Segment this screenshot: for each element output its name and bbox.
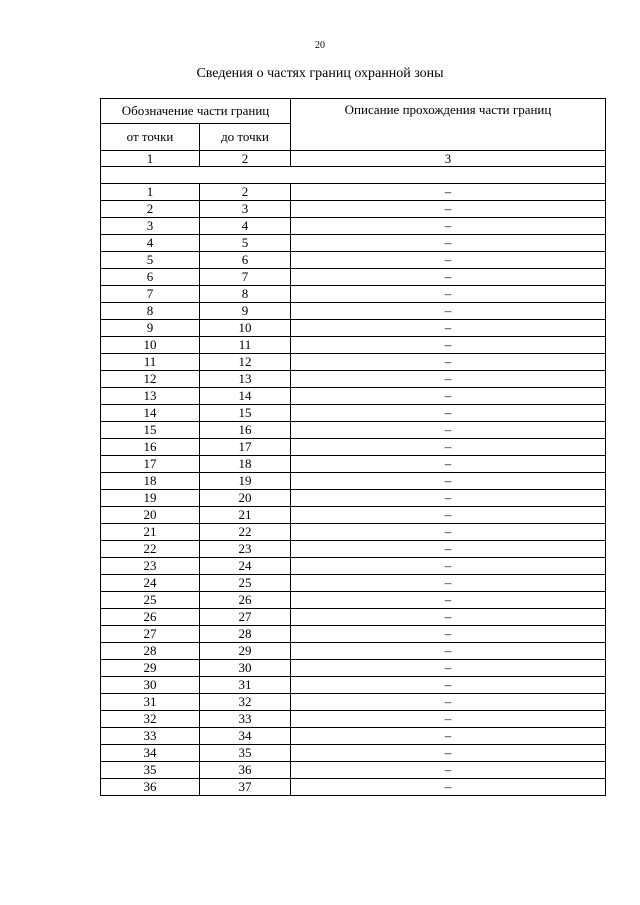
cell-to: 2 xyxy=(200,184,291,201)
cell-from: 30 xyxy=(101,677,200,694)
table-row xyxy=(101,575,606,592)
cell-to: 17 xyxy=(200,439,291,456)
cell-to: 21 xyxy=(200,507,291,524)
table-row xyxy=(101,286,606,303)
cell-desc: – xyxy=(291,626,606,643)
table-row xyxy=(101,405,606,422)
cell-to: 11 xyxy=(200,337,291,354)
cell-to: 19 xyxy=(200,473,291,490)
cell-to: 18 xyxy=(200,456,291,473)
cell-to: 10 xyxy=(200,320,291,337)
cell-desc: – xyxy=(291,575,606,592)
cell-from: 33 xyxy=(101,728,200,745)
cell-to: 15 xyxy=(200,405,291,422)
cell-desc: – xyxy=(291,643,606,660)
cell-desc: – xyxy=(291,660,606,677)
table-row xyxy=(101,558,606,575)
cell-to: 16 xyxy=(200,422,291,439)
table-row xyxy=(101,745,606,762)
cell-to: 32 xyxy=(200,694,291,711)
cell-from: 35 xyxy=(101,762,200,779)
table-row xyxy=(101,184,606,201)
cell-to: 8 xyxy=(200,286,291,303)
cell-to: 29 xyxy=(200,643,291,660)
cell-from: 2 xyxy=(101,201,200,218)
table-row xyxy=(101,269,606,286)
cell-to: 14 xyxy=(200,388,291,405)
cell-desc: – xyxy=(291,473,606,490)
cell-from: 29 xyxy=(101,660,200,677)
cell-desc: – xyxy=(291,439,606,456)
table-row xyxy=(101,371,606,388)
cell-to: 35 xyxy=(200,745,291,762)
cell-from: 5 xyxy=(101,252,200,269)
cell-desc: – xyxy=(291,371,606,388)
cell-to: 5 xyxy=(200,235,291,252)
cell-from: 28 xyxy=(101,643,200,660)
cell-to: 36 xyxy=(200,762,291,779)
cell-desc: – xyxy=(291,677,606,694)
cell-desc: – xyxy=(291,779,606,796)
cell-to: 24 xyxy=(200,558,291,575)
table-row xyxy=(101,626,606,643)
cell-to: 26 xyxy=(200,592,291,609)
cell-desc: – xyxy=(291,507,606,524)
cell-from: 34 xyxy=(101,745,200,762)
cell-to: 27 xyxy=(200,609,291,626)
cell-desc: – xyxy=(291,592,606,609)
cell-from: 11 xyxy=(101,354,200,371)
column-number-1: 1 xyxy=(101,151,200,167)
cell-desc: – xyxy=(291,354,606,371)
cell-from: 3 xyxy=(101,218,200,235)
cell-desc: – xyxy=(291,745,606,762)
cell-desc: – xyxy=(291,201,606,218)
cell-from: 32 xyxy=(101,711,200,728)
cell-from: 17 xyxy=(101,456,200,473)
header-boundary-description: Описание прохождения части границ xyxy=(291,99,606,151)
cell-from: 26 xyxy=(101,609,200,626)
table-row xyxy=(101,507,606,524)
cell-to: 20 xyxy=(200,490,291,507)
table-row xyxy=(101,422,606,439)
spacer-row xyxy=(101,167,606,184)
cell-from: 10 xyxy=(101,337,200,354)
cell-desc: – xyxy=(291,711,606,728)
cell-desc: – xyxy=(291,303,606,320)
table-row xyxy=(101,779,606,796)
cell-from: 23 xyxy=(101,558,200,575)
cell-from: 18 xyxy=(101,473,200,490)
table-row xyxy=(101,609,606,626)
cell-desc: – xyxy=(291,184,606,201)
page-number: 20 xyxy=(315,40,325,51)
cell-from: 13 xyxy=(101,388,200,405)
table-row xyxy=(101,711,606,728)
table-row xyxy=(101,728,606,745)
cell-desc: – xyxy=(291,558,606,575)
cell-desc: – xyxy=(291,252,606,269)
cell-from: 6 xyxy=(101,269,200,286)
table-row xyxy=(101,762,606,779)
cell-desc: – xyxy=(291,524,606,541)
cell-desc: – xyxy=(291,320,606,337)
cell-from: 1 xyxy=(101,184,200,201)
cell-from: 7 xyxy=(101,286,200,303)
table-row xyxy=(101,252,606,269)
table-row xyxy=(101,218,606,235)
cell-to: 33 xyxy=(200,711,291,728)
table-row xyxy=(101,524,606,541)
cell-desc: – xyxy=(291,269,606,286)
cell-to: 30 xyxy=(200,660,291,677)
cell-to: 9 xyxy=(200,303,291,320)
cell-from: 16 xyxy=(101,439,200,456)
cell-from: 4 xyxy=(101,235,200,252)
cell-to: 37 xyxy=(200,779,291,796)
table-body xyxy=(101,167,606,796)
table-row xyxy=(101,388,606,405)
cell-from: 22 xyxy=(101,541,200,558)
cell-from: 36 xyxy=(101,779,200,796)
cell-to: 3 xyxy=(200,201,291,218)
cell-from: 27 xyxy=(101,626,200,643)
table-row xyxy=(101,592,606,609)
cell-to: 12 xyxy=(200,354,291,371)
cell-desc: – xyxy=(291,456,606,473)
cell-to: 23 xyxy=(200,541,291,558)
cell-from: 20 xyxy=(101,507,200,524)
column-number-3: 3 xyxy=(291,151,606,167)
table-row xyxy=(101,473,606,490)
cell-from: 15 xyxy=(101,422,200,439)
cell-to: 31 xyxy=(200,677,291,694)
header-from-point: от точки xyxy=(101,124,200,151)
cell-to: 34 xyxy=(200,728,291,745)
table-row xyxy=(101,354,606,371)
cell-to: 13 xyxy=(200,371,291,388)
cell-to: 4 xyxy=(200,218,291,235)
cell-from: 25 xyxy=(101,592,200,609)
cell-to: 6 xyxy=(200,252,291,269)
cell-desc: – xyxy=(291,235,606,252)
boundary-parts-table xyxy=(100,98,606,796)
cell-from: 24 xyxy=(101,575,200,592)
cell-desc: – xyxy=(291,694,606,711)
cell-desc: – xyxy=(291,388,606,405)
cell-desc: – xyxy=(291,541,606,558)
table-row xyxy=(101,490,606,507)
cell-desc: – xyxy=(291,762,606,779)
table-row xyxy=(101,320,606,337)
cell-from: 14 xyxy=(101,405,200,422)
table-row xyxy=(101,677,606,694)
cell-from: 8 xyxy=(101,303,200,320)
cell-to: 22 xyxy=(200,524,291,541)
document-title: Сведения о частях границ охранной зоны xyxy=(196,66,444,81)
table-row xyxy=(101,660,606,677)
cell-from: 21 xyxy=(101,524,200,541)
header-to-point: до точки xyxy=(200,124,291,151)
cell-desc: – xyxy=(291,286,606,303)
cell-from: 31 xyxy=(101,694,200,711)
column-number-2: 2 xyxy=(200,151,291,167)
table-row xyxy=(101,541,606,558)
cell-from: 19 xyxy=(101,490,200,507)
table-row xyxy=(101,694,606,711)
table-row xyxy=(101,235,606,252)
cell-to: 28 xyxy=(200,626,291,643)
table-row xyxy=(101,303,606,320)
table-row xyxy=(101,643,606,660)
cell-desc: – xyxy=(291,422,606,439)
cell-desc: – xyxy=(291,218,606,235)
cell-from: 12 xyxy=(101,371,200,388)
cell-to: 25 xyxy=(200,575,291,592)
table-row xyxy=(101,201,606,218)
table-row xyxy=(101,456,606,473)
cell-desc: – xyxy=(291,337,606,354)
header-boundary-designation: Обозначение части границ xyxy=(101,99,291,124)
cell-desc: – xyxy=(291,490,606,507)
cell-to: 7 xyxy=(200,269,291,286)
cell-desc: – xyxy=(291,405,606,422)
table-row xyxy=(101,337,606,354)
table-row xyxy=(101,439,606,456)
cell-desc: – xyxy=(291,728,606,745)
cell-desc: – xyxy=(291,609,606,626)
cell-from: 9 xyxy=(101,320,200,337)
